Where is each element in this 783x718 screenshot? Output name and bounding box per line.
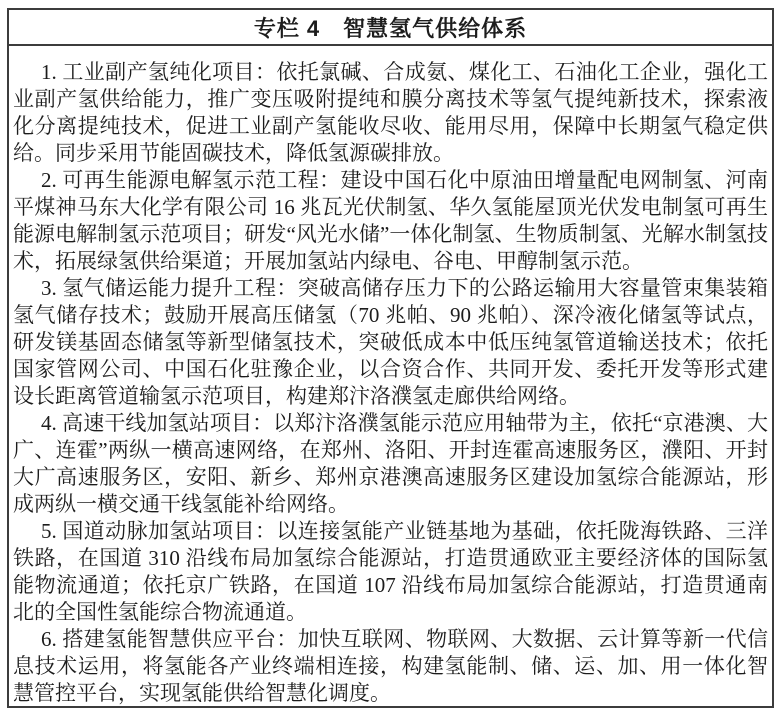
paragraph-expressway-stations: 4. 高速干线加氢站项目：以郑汴洛濮氢能示范应用轴带为主，依托“京港澳、大广、连霍”两纵一横高速网络，在郑州、洛阳、开封连霍高速服务区，濮阳、开封大广高速服务区，安阳、新乡、郑州京港澳高速服务区建设加氢综合能源站，形成两纵一横交通干线氢能补给网络。 — [13, 411, 768, 516]
panel-body — [9, 46, 772, 707]
paragraph-smart-supply-platform: 6. 搭建氢能智慧供应平台：加快互联网、物联网、大数据、云计算等新一代信息技术运用，将氢能各产业终端相连接，构建氢能制、储、运、加、用一体化智慧管控平台，实现氢能供给智慧化调度。 — [13, 627, 768, 705]
column-panel — [7, 8, 774, 708]
paragraph-national-road-stations: 5. 国道动脉加氢站项目：以连接氢能产业链基地为基础，依托陇海铁路、三洋铁路，在国道 310 沿线布局加氢综合能源站，打造贯通欧亚主要经济体的国际氢能物流通道；依托京广铁路，在国道 107 沿线布局加氢综合能源站，打造贯通南北的全国性氢能综合物流通道。 — [13, 519, 768, 624]
paragraph-industrial-byproduct-hydrogen: 1. 工业副产氢纯化项目：依托氯碱、合成氨、煤化工、石油化工企业，强化工业副产氢供给能力，推广变压吸附提纯和膜分离技术等氢气提纯新技术，探索液化分离提纯技术，促进工业副产氢能收尽收、能用尽用，保障中长期氢气稳定供给。同步采用节能固碳技术，降低氢源碳排放。 — [13, 60, 768, 165]
panel-title-row — [9, 10, 772, 46]
paragraph-storage-transport: 3. 氢气储运能力提升工程：突破高储存压力下的公路运输用大容量管束集装箱氢气储存技术；鼓励开展高压储氢（70 兆帕、90 兆帕）、深冷液化储氢等试点，研发镁基固态储氢等新型储氢技术，突破低成本中低压纯氢管道输送技术；依托国家管网公司、中国石化驻豫企业，以合资合作、共同开发、委托开发等形式建设长距离管道输氢示范项目，构建郑汴洛濮氢走廊供给网络。 — [13, 276, 768, 408]
panel-title: 专栏 4 智慧氢气供给体系 — [253, 15, 528, 41]
paragraph-renewable-electrolysis: 2. 可再生能源电解氢示范工程：建设中国石化中原油田增量配电网制氢、河南平煤神马东大化学有限公司 16 兆瓦光伏制氢、华久氢能屋顶光伏发电制氢可再生能源电解制氢示范项目；研发“风光水储”一体化制氢、生物质制氢、光解水制氢技术，拓展绿氢供给渠道；开展加氢站内绿电、谷电、甲醇制氢示范。 — [13, 168, 768, 273]
